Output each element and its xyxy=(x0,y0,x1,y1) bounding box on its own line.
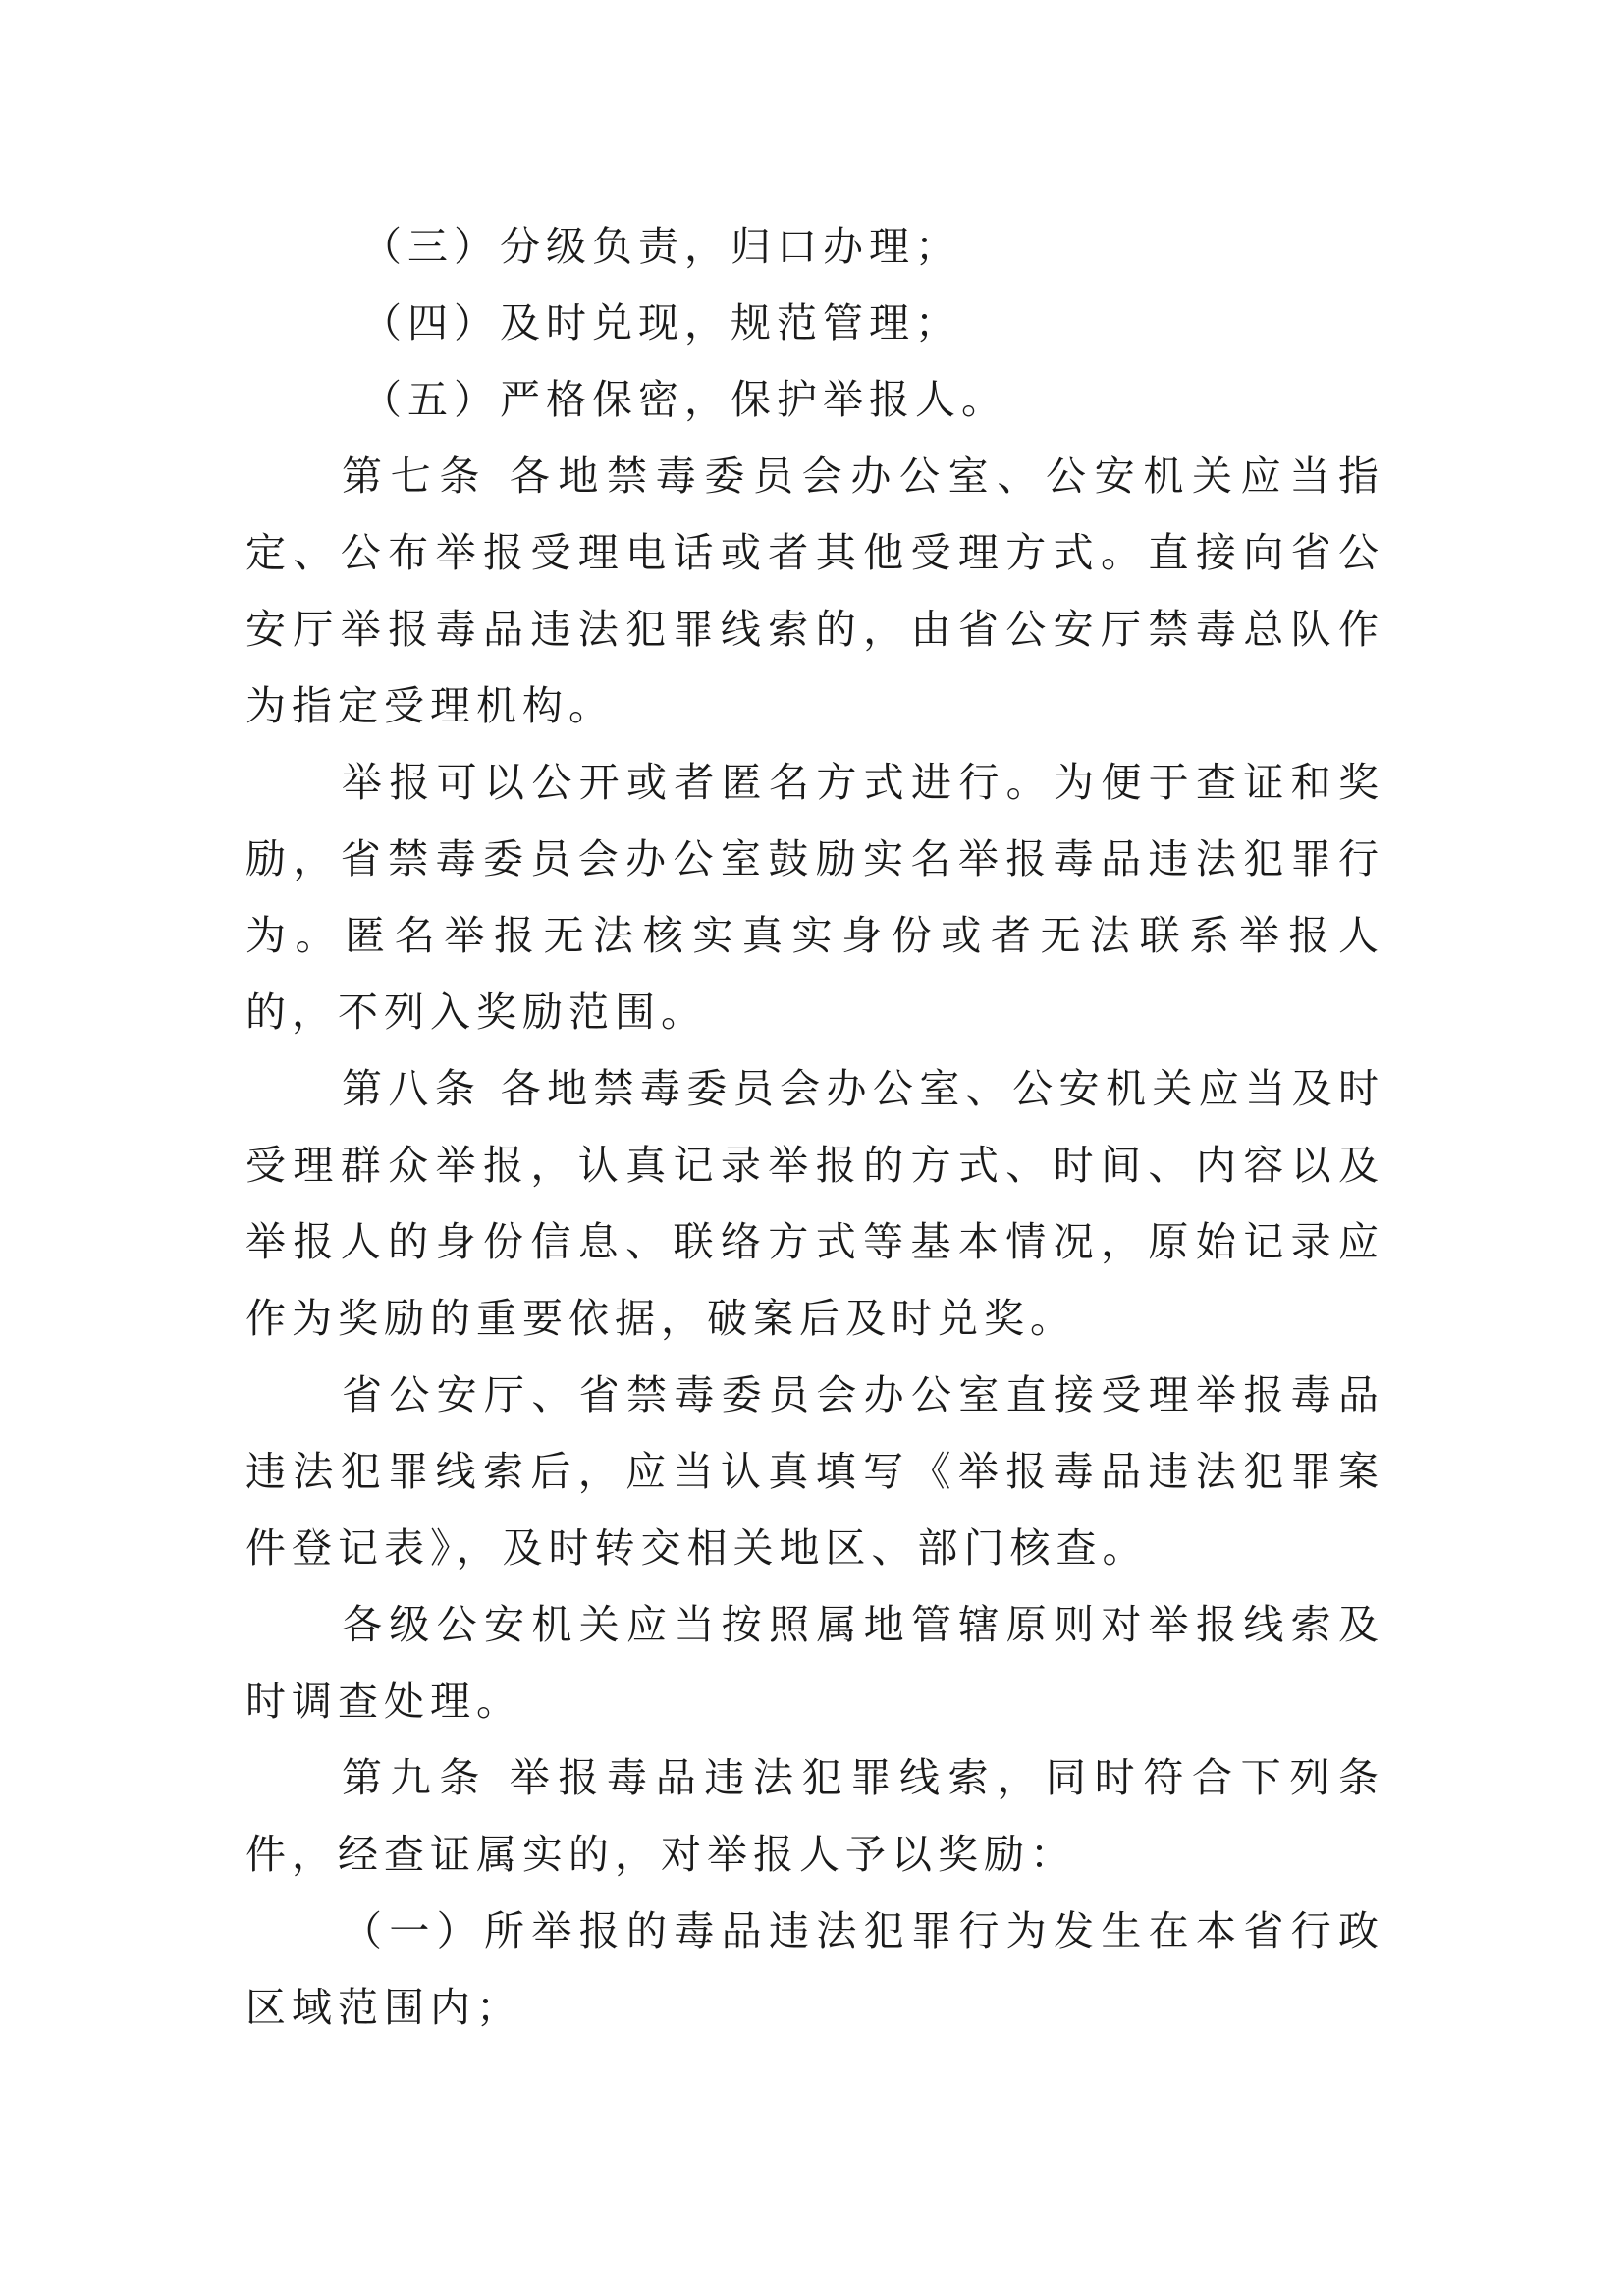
article-seven-paragraph: 第七条 各地禁毒委员会办公室、公安机关应当指定、公布举报受理电话或者其他受理方式。直接向省公安厅举报毒品违法犯罪线索的，由省公安厅禁毒总队作为指定受理机构。 xyxy=(245,453,1384,729)
article-eight-paragraph: 第八条 各地禁毒委员会办公室、公安机关应当及时受理群众举报，认真记录举报的方式、时间、内容以及举报人的身份信息、联络方式等基本情况，原始记录应作为奖励的重要依据，破案后及时兑奖。 xyxy=(245,1065,1384,1342)
condition-item-one: （一）所举报的毒品违法犯罪行为发生在本省行政区域范围内； xyxy=(245,1907,1384,2031)
article-nine-paragraph: 第九条 举报毒品违法犯罪线索，同时符合下列条件，经查证属实的，对举报人予以奖励： xyxy=(245,1754,1384,1878)
document-body xyxy=(245,208,1384,2046)
clause-item-three: （三）分级负责，归口办理； xyxy=(361,223,961,270)
registration-form-paragraph: 省公安厅、省禁毒委员会办公室直接受理举报毒品违法犯罪线索后，应当认真填写《举报毒品违法犯罪案件登记表》，及时转交相关地区、部门核查。 xyxy=(245,1371,1384,1572)
anonymous-report-paragraph: 举报可以公开或者匿名方式进行。为便于查证和奖励，省禁毒委员会办公室鼓励实名举报毒品违法犯罪行为。匿名举报无法核实真实身份或者无法联系举报人的，不列入奖励范围。 xyxy=(245,759,1384,1036)
jurisdiction-paragraph: 各级公安机关应当按照属地管辖原则对举报线索及时调查处理。 xyxy=(245,1601,1384,1725)
clause-item-four: （四）及时兑现，规范管理； xyxy=(361,299,961,347)
clause-item-five: （五）严格保密，保护举报人。 xyxy=(361,376,1007,423)
